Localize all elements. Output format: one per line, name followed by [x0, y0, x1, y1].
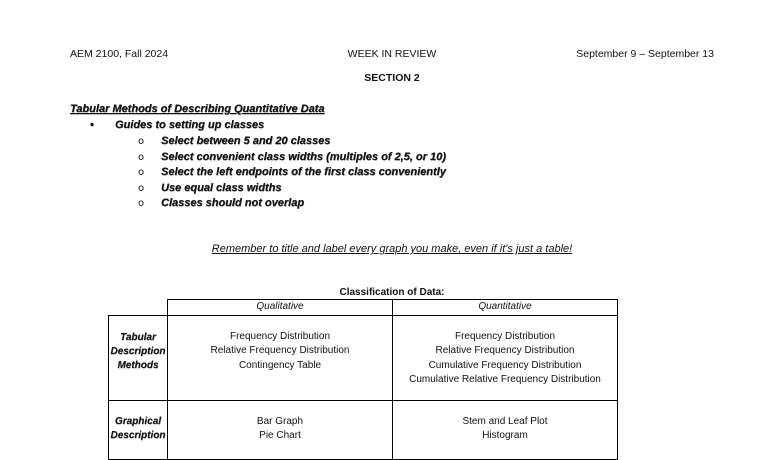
topic-heading: Tabular Methods of Describing Quantitative Data	[70, 103, 325, 115]
bullet-marker: •	[90, 119, 94, 131]
row-header-tabular	[108, 315, 168, 401]
table-cell-line: Relative Frequency Distribution	[435, 345, 575, 357]
table-cell-line: Cumulative Relative Frequency Distribution	[409, 373, 601, 385]
bullet-text: Guides to setting up classes	[115, 119, 265, 131]
table-cell-line: Cumulative Frequency Distribution	[428, 359, 582, 371]
row-header-line: Methods	[117, 360, 159, 371]
bullet-item	[90, 119, 264, 131]
header-course: AEM 2100, Fall 2024	[70, 48, 169, 60]
sub-item	[138, 166, 446, 178]
sub-item-text: Select the left endpoints of the first class conveniently	[161, 166, 446, 178]
sub-item-text: Select convenient class widths (multiples of 2,5, or 10)	[161, 150, 446, 163]
table-cell-line: Frequency Distribution	[229, 331, 331, 342]
header-week-in-review: WEEK IN REVIEW	[347, 48, 437, 60]
table-cell-line: Histogram	[482, 430, 528, 442]
cell-tabular-quantitative	[392, 315, 618, 401]
sub-item	[138, 151, 446, 163]
cell-tabular-qualitative	[167, 315, 393, 401]
row-header-line: Description	[110, 346, 166, 357]
row-header-line: Graphical	[114, 416, 162, 427]
sub-marker: o	[138, 198, 145, 209]
row-header-line: Description	[110, 430, 166, 441]
cell-graphical-qualitative	[167, 400, 393, 460]
cell-graphical-quantitative	[392, 400, 618, 460]
sub-marker: o	[138, 151, 145, 163]
table-title: Classification of Data:	[339, 287, 445, 298]
table-cell-line: Frequency Distribution	[454, 331, 556, 342]
sub-marker: o	[138, 136, 145, 147]
table-cell-line: Relative Frequency Distribution	[210, 345, 350, 357]
table-cell-line: Bar Graph	[256, 416, 304, 427]
table-cell-line: Stem and Leaf Plot	[462, 416, 548, 427]
sub-item-text: Classes should not overlap	[161, 197, 305, 209]
column-header-qualitative: Qualitative	[167, 299, 393, 316]
sub-item-text: Select between 5 and 20 classes	[161, 135, 331, 147]
table-cell-line: Pie Chart	[259, 430, 301, 442]
sub-marker: o	[138, 182, 145, 194]
column-header-quantitative: Quantitative	[392, 299, 618, 316]
table-cell-line: Contingency Table	[238, 359, 322, 371]
sub-item	[138, 182, 281, 194]
sub-marker: o	[138, 167, 145, 178]
reminder-note: Remember to title and label every graph you make, even if it's just a table!	[211, 243, 573, 255]
header-date-range: September 9 – September 13	[576, 48, 714, 60]
sub-item	[138, 135, 330, 147]
row-header-graphical	[108, 400, 168, 460]
row-header-line: Tabular	[120, 332, 156, 343]
section-title: SECTION 2	[364, 72, 420, 84]
sub-item-text: Use equal class widths	[161, 181, 282, 194]
sub-item	[138, 197, 304, 209]
